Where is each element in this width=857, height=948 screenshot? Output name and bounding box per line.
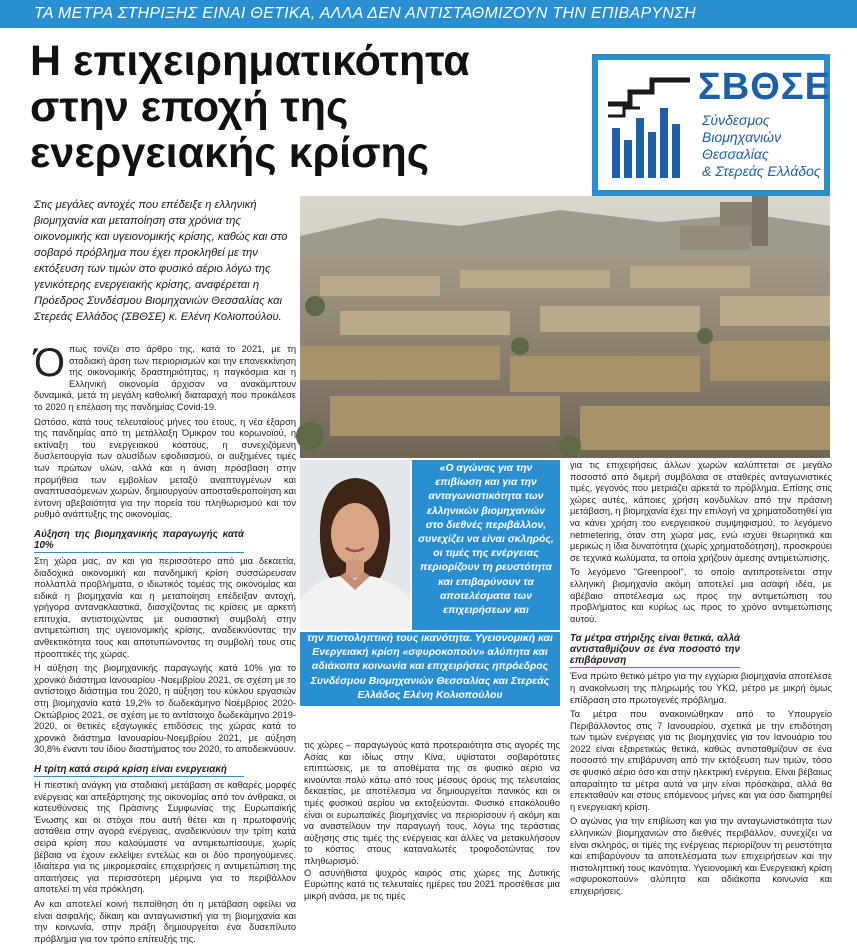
headline-line-1: Η επιχειρηματικότητα: [30, 37, 470, 85]
article-column-1: [34, 341, 296, 948]
portrait-illustration: [300, 460, 410, 630]
article-column-3: [570, 460, 832, 901]
logo-subtitle: [702, 112, 828, 180]
headline-line-3: ενεργειακής κρίσης: [30, 129, 430, 177]
industrial-area-photo: [300, 196, 830, 458]
headline-line-2: στην εποχή της: [30, 83, 349, 131]
subheading: Τα μέτρα στήριξης είναι θετικά, αλλά αντισταθμίζουν σε ένα ποσοστό την επιβάρυνση: [570, 633, 740, 667]
paragraph: Στη χώρα μας, αν και για περισσότερο από μια δεκαετία, διαδοχικά οικονομική και πανδημική κρίση συσσώρευσαν πολλαπλά προβλήματα, ο ιδιωτικός τομέας της οικονομίας και ειδικά η βιομηχανία και η μεταποίηση επέδειξαν αντοχή, γρήγορα αντανακλαστικά, διασχίζοντας τις κρίσεις με αρκετή επιτυχία, αντιστοιχώντας με ουσιαστική συμβολή στην αντιμετώπιση της υγειονομικής κρίσης, αναδεικνύοντας την ανθεκτικότητα τους και αποτυπώνοντας τη συμβολή τους στις προοπτικές της χώρας.: [34, 555, 296, 659]
paragraph: Ο ασυνήθιστα ψυχρός καιρός στις χώρες της Δυτικής Ευρώπης κατά τις τελευταίες ημέρες του 2021 προσέθεσε μια μικρή ανάσα, με τις τιμές: [304, 867, 560, 901]
article-headline: [30, 38, 590, 176]
pull-quote: «Ο αγώνας για την επιβίωση και για την ανταγωνιστικότητα των ελληνικών βιομηχανιών στο διεθνές περιβάλλον, συνεχίζει να είναι σκληρός, οι τιμές της ενέργειας περιορίζουν τη ρευστότητα και επιβαρύνουν τα αποτελέσματα των επιχειρήσεων και: [412, 460, 560, 630]
industrial-area-illustration: [300, 196, 830, 458]
subheading: Η τρίτη κατά σειρά κρίση είναι ενεργειακή: [34, 764, 244, 777]
logo-sub-line-1: Σύνδεσμος Βιομηχανιών: [702, 112, 782, 145]
logo-sub-line-3: & Στερεάς Ελλάδος: [702, 163, 821, 179]
subheading: Αύξηση της βιομηχανικής παραγωγής κατά 10%: [34, 528, 244, 551]
factory-steps-icon: [604, 68, 694, 186]
drop-cap: Ό: [34, 341, 65, 385]
paragraph: Αν και αποτελεί κοινή πεποίθηση ότι η μετάβαση οφείλει να είναι ασφαλής, δίκαιη και ανταγωνιστική για τη βιομηχανία και την κοινωνία, στην πράξη δημιουργείται ένα δυσεπίλυτο πρόβλημα για τον τρόπο επίτευξής της.: [34, 898, 296, 944]
sbthse-logo: [592, 54, 830, 196]
logo-sub-line-2: Θεσσαλίας: [702, 146, 769, 162]
paragraph: Ωστόσο, κατά τους τελευταίους μήνες του έτους, η νέα έξαρση της πανδημίας από τη μετάλλαξη Όμικρον του κορωνοϊού, η εκτίναξη του ενεργειακού κόστους, η συνεχιζόμενη δυσλειτουργία των αλυσίδων εφοδιασμού, οι αυξημένες τιμές των πρώτων υλών, αλλά και η άνιση πρόσβαση στην προμήθεια των εμβολίων μεταξύ αναπτυγμένων και αναπτυσσόμενων χωρών, δημιουργούν αποσταθεροποίηση και έντονη αβεβαιότητα για την πορεία του πληθωρισμού και τον ρυθμό ανάπτυξης της οικονομίας.: [34, 416, 296, 520]
author-portrait: [300, 460, 410, 630]
paragraph: Ένα πρώτο θετικό μέτρο για την εγχώρια βιομηχανία αποτέλεσε η ανακοίνωση της πληρωμής του ΥΚΩ, μέτρο με μικρή όμως επίδραση στο πρωτογενές πρόβλημα.: [570, 671, 832, 705]
paragraph: πως τονίζει στο άρθρο της, κατά το 2021, με τη σταδιακή άρση των περιορισμών και την επανεκκίνηση της οικονομικής δραστηριότητας, η παγκόσμια και η Ελληνική οικονομία άρχισαν να ανακάμπτουν δυναμικά, μετά τη μεγάλη καθολική διαταραχή που προκάλεσε το 2020 η επέλαση της πανδημίας Covid-19.: [34, 344, 296, 412]
paragraph: Τα μέτρα που ανακοινώθηκαν από το Υπουργείο Περιβάλλοντος στις 7 Ιανουαρίου, σχετικά με την επιδότηση των τιμών ενέργειας για τις βιομηχανίες για τον Ιανουάριο του 2022 είναι εξαιρετικώς θετικά, καθώς αντισταθμίζουν σε ένα ποσοστό την επιβάρυνση από την εκτόξευση των τιμών, τόσο σε φυσικό αέριο όσο και στην ηλεκτρική ενέργεια. Είναι βέβαιως απαραίτητο τα μέτρα αυτά να μην είναι πρόσκαιρα, αλλά θα επεκταθούν και στους επόμενους μήνες και για όσο διατηρηθεί η ενεργειακή κρίση.: [570, 709, 832, 812]
logo-name: ΣΒΘΣΕ: [698, 66, 831, 108]
paragraph: Η πιεστική ανάγκη για σταδιακή μετάβαση σε καθαρές μορφές ενέργειας και απεξάρτησης της οικονομίας από τον άνθρακα, οι κατευθύνσεις της Πράσινης Συμφωνίας της Ευρωπαϊκής Ένωσης και οι στόχοι που αυτή θέτει και η πρωτοφανής αστάθεια στην αγορά ενέργειας, αναδεικνύουν την τρίτη κατά σειρά κρίση που καλούμαστε να αντιμετωπίσουμε, χωρίς βέβαια να έχουν εκλείψει εντελώς και οι δύο προηγούμενες. Ιδιαίτερα για τις μικρομεσαίες επιχειρήσεις η αντιμετώπιση της απαιτήσεις για περισσότερη μέριμνα για το περιβάλλον αποτελεί τη νέα πρόκληση.: [34, 780, 296, 895]
paragraph: τις χώρες – παραγωγούς κατά προτεραιότητα στις αγορές της Ασίας και ιδίως στην Κίνα, υψίστατοι σοβαρότατες επιπτώσεις, με τα αποθέματα της σε φυσικό αέριο να κινούνται πολύ κάτω από τους μέσους όρους της τελευταίας δεκαετίας, με αποτέλεσμα να δημιουργείται πανικός και οι τιμές φυσικού αερίου να εκτοξεύονται. Φυσικό επακόλουθο είναι οι ευρωπαϊκές βιομηχανίες να περιορίσουν ή ακόμη και να αναστείλουν την παραγωγή τους, λόγω της τεράστιας αύξησης στις τιμές της ενέργειας και άλλες να μετακυλήσουν το κόστος στους καταναλωτές τροφοδοτώντας τον πληθωρισμό.: [304, 740, 560, 866]
article-column-2: [304, 740, 560, 902]
pull-quote-continued: την πιστοληπτική τους ικανότητα. Υγειονομική και Ενεργειακή κρίση «σφυροκοπούν» αλύπητα και αδιάκοπα κοινωνία και επιχειρήσεις ηπρόεδρος Συνδέσμου Βιομηχανιών Θεσσαλίας και Στερεάς Ελλάδος Ελένη Κολιοπούλου: [300, 632, 560, 706]
paragraph: για τις επιχειρήσεις άλλων χωρών καλύπτεται σε μεγάλο ποσοστό από διμερή συμβόλαια σε σταθερές ανταγωνιστικές τιμές, γεγονός που μετριάζει αρκετά το πρόβλημα. Επίσης στις χώρες αυτές, κάποιες χρήση κονδυλίων από την πράσινη μετάβαση, η βιομηχανία έχει την επιλογή να χρηματοδοτηθεί για να κάνει χρήση του ενεργειακού συμψηφισμού, το λεγόμενο netmetering, όταν στη χώρα μας, ενώ ισχύει θεωρητικά και μερικώς η ίδια δυνατότητα (χωρίς χρηματοδότηση), προσκρούει σε τεχνικά κωλύματα, τα οποία χρήζουν άμεσης αντιμετώπισης.: [570, 460, 832, 563]
paragraph: Η αύξηση της βιομηχανικής παραγωγής κατά 10% για το χρονικό διάστημα Ιανουαρίου -Νοεμβρίου 2021, σε σχέση με το αντίστοιχο διάστημα του 2020, η αύξηση του κύκλου εργασιών στη βιομηχανία κατά 19,2% το δωδεκάμηνο Νοέμβριος 2020-Οκτώβριος 2021, σε σχέση με το αντίστοιχο δωδεκάμηνο 2019-2020, οι θετικές εξαγωγικές επιδόσεις της χώρας κατά το χρονικό διάστημα Ιανουαρίου-Νοεμβρίου 2021, με αύξηση 30,8% έναντι του ίδιου διαστήματος του 2020, το αποδεικνύουν.: [34, 663, 296, 755]
lead-paragraph: Στις μεγάλες αντοχές που επέδειξε η ελληνική βιομηχανία και μεταποίηση στα χρόνια της οικονομικής και υγειονομικής κρίσης, καθώς και στο σοβαρό πρόβλημα που έχει προκληθεί με την εκτόξευση των τιμών στο φυσικό αέριο λόγω της γενικότερης ενεργειακής κρίσης, αναφέρεται η Πρόεδρος Συνδέσμου Βιομηχανιών Θεσσαλίας και Στερεάς Ελλάδος (ΣΒΘΣΕ) κ. Ελένη Κολιοπούλου.: [34, 199, 288, 323]
paragraph: Το λεγόμενο "Greenpool", το οποίο αντιπροτείνεται στην ελληνική βιομηχανία ακόμη αποτελεί μια ασαφή ιδέα, με αβέβαιο αποτέλεσμα ως προς την αντιμετώπιση του προβλήματος και κυρίως ως προς το χρόνο αντιμετώπισης αυτού.: [570, 567, 832, 624]
paragraph: Ο αγώνας για την επιβίωση και για την ανταγωνιστικότητα των ελληνικών βιομηχανιών στο διεθνές περιβάλλον, συνεχίζει να είναι σκληρός, οι τιμές της ενέργειας περιορίζουν τη ρευστότητα και επιβαρύνουν τα αποτελέσματα των επιχειρήσεων και την πιστοληπτική τους ικανότητα. Υγειονομική και Ενεργειακή κρίση «σφυροκοπούν» αλύπητα και αδιάκοπα κοινωνία και επιχειρήσεις.: [570, 816, 832, 896]
section-banner: ΤΑ ΜΕΤΡΑ ΣΤΗΡΙΞΗΣ ΕΙΝΑΙ ΘΕΤΙΚΑ, ΑΛΛΑ ΔΕΝ ΑΝΤΙΣΤΑΘΜΙΖΟΥΝ ΤΗΝ ΕΠΙΒΑΡΥΝΣΗ: [0, 0, 857, 28]
